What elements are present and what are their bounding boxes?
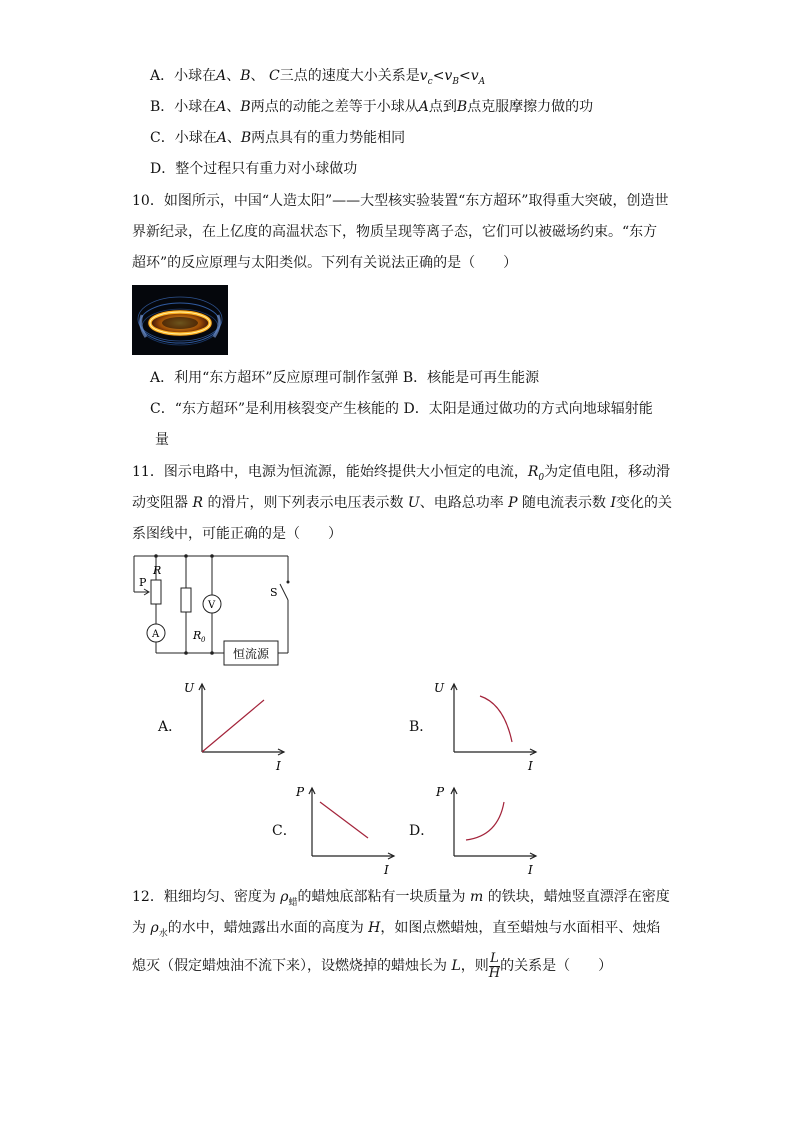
constant-current-source-label: 恒流源 xyxy=(232,647,270,661)
q11-text: 为定值电阻，移动滑 xyxy=(544,464,671,480)
q10-option-cd-cont: 量 xyxy=(155,432,169,448)
graph-a-curve xyxy=(202,700,264,752)
q9-option-c xyxy=(150,128,405,148)
l-over-h-fraction xyxy=(489,952,500,981)
velocity-a-sub: A xyxy=(478,76,486,87)
graph-a-x-label: I xyxy=(276,759,281,773)
q12-stem-line2 xyxy=(132,918,660,944)
graph-c xyxy=(292,780,402,876)
point-c-label: C xyxy=(269,68,280,84)
fraction-numerator: L xyxy=(490,950,499,966)
switch-label: S xyxy=(270,586,278,599)
q9-a-prefix: A．小球在 xyxy=(150,68,217,84)
q11-text: 的滑片，则下列表示电压表示数 xyxy=(203,495,408,511)
q9-a-text: 三点的速度大小关系是 xyxy=(279,68,420,84)
point-b-label: B xyxy=(240,130,252,146)
q9-b-prefix: B．小球在 xyxy=(150,99,217,115)
graph-d-option: D． xyxy=(409,823,435,839)
r-symbol: R xyxy=(192,495,203,511)
velocity-b: v xyxy=(444,68,453,84)
graph-b xyxy=(432,678,542,774)
q12-stem-line1 xyxy=(132,887,670,913)
separator: 、 xyxy=(250,68,269,84)
u-symbol: U xyxy=(407,495,420,511)
rho-symbol: ρ xyxy=(150,920,159,936)
graph-b-x-label: I xyxy=(528,759,533,773)
q9-option-d: D．整个过程只有重力对小球做功 xyxy=(150,161,358,177)
q11-stem-line2 xyxy=(132,493,672,513)
velocity-c: v xyxy=(419,68,428,84)
l-symbol: L xyxy=(451,958,461,974)
q10-stem-line3: 超环”的反应原理与太阳类似。下列有关说法正确的是（ ） xyxy=(132,255,518,271)
point-b-label: B xyxy=(240,99,251,115)
separator: 、 xyxy=(226,130,241,146)
circuit-diagram xyxy=(122,548,298,670)
graph-d-curve xyxy=(466,802,504,840)
q11-text: 、电路总功率 xyxy=(419,495,509,511)
rho-symbol: ρ xyxy=(280,889,289,905)
q9-option-b xyxy=(150,97,593,117)
q10-stem-line1: 10．如图所示，中国“人造太阳”——大型核实验装置“东方超环”取得重大突破，创造世 xyxy=(132,193,669,209)
graph-b-y-label: U xyxy=(434,681,445,695)
q10-option-ab: A．利用“东方超环”反应原理可制作氢弹 B．核能是可再生能源 xyxy=(150,370,540,386)
q12-text: ，则 xyxy=(460,958,489,974)
separator: 、 xyxy=(226,68,241,84)
ammeter-label: A xyxy=(152,629,160,640)
tokamak-plasma-icon xyxy=(132,285,228,355)
rho-water-subscript: 水 xyxy=(158,928,168,939)
q12-text: ，如图点燃蜡烛，直至蜡烛与水面相平、烛焰 xyxy=(380,920,661,936)
graph-d-y-label: P xyxy=(436,785,445,799)
graph-b-option: B． xyxy=(409,719,434,735)
q11-text: 变化的关 xyxy=(616,495,673,511)
separator: 、 xyxy=(226,99,241,115)
point-a-label: A xyxy=(216,68,227,84)
less-than: < xyxy=(458,68,471,84)
q9-c-prefix: C．小球在 xyxy=(150,130,217,146)
q10-stem-line2: 界新纪录，在上亿度的高温状态下，物质呈现等离子态，它们可以被磁场约束。“东方 xyxy=(132,224,658,240)
q12-text: 的水中，蜡烛露出水面的高度为 xyxy=(167,920,369,936)
q11-text: 动变阻器 xyxy=(132,495,193,511)
graph-c-x-label: I xyxy=(384,863,389,876)
graph-a-option: A． xyxy=(158,719,183,735)
q9-b-text: 两点的动能之差等于小球从 xyxy=(250,99,419,115)
circuit-label-p: P xyxy=(139,576,147,589)
r0-symbol: R xyxy=(527,464,539,480)
point-a-label: A xyxy=(216,130,227,146)
r0-subscript: 0 xyxy=(538,472,545,483)
h-symbol: H xyxy=(368,920,381,936)
point-a-label: A xyxy=(216,99,227,115)
tokamak-image xyxy=(132,285,228,355)
point-a-label: A xyxy=(418,99,429,115)
graph-c-curve xyxy=(320,802,368,838)
graph-a-y-label: U xyxy=(184,681,195,695)
graph-c-option: C． xyxy=(272,823,297,839)
point-b-label: B xyxy=(240,68,251,84)
fraction-denominator: H xyxy=(488,965,501,981)
m-symbol: m xyxy=(469,889,484,905)
q11-stem-line3: 系图线中，可能正确的是（ ） xyxy=(132,526,342,542)
q12-text: 熄灭（假定蜡烛油不流下来），设燃烧掉的蜡烛长为 xyxy=(132,958,452,974)
graph-b-curve xyxy=(480,696,512,742)
point-b-label: B xyxy=(456,99,468,115)
circuit-label-r: R xyxy=(153,564,162,577)
voltmeter-label: V xyxy=(208,600,216,611)
q12-stem-line3 xyxy=(132,950,612,982)
q12-text: 的蜡烛底部粘有一块质量为 xyxy=(297,889,470,905)
i-symbol: I xyxy=(610,495,617,511)
q12-text: 的关系是（ ） xyxy=(500,958,613,974)
q12-text: 为 xyxy=(132,920,151,936)
q9-b-tail: 点克服摩擦力做的功 xyxy=(467,99,594,115)
q12-text: 的铁块，蜡烛竖直漂浮在密度 xyxy=(483,889,670,905)
graph-a xyxy=(180,678,290,774)
q12-text: 12．粗细均匀、密度为 xyxy=(132,889,281,905)
q11-text: 随电流表示数 xyxy=(517,495,611,511)
q10-option-cd: C．“东方超环”是利用核裂变产生核能的 D．太阳是通过做功的方式向地球辐射能 xyxy=(150,401,653,417)
rho-wax-subscript: 蜡 xyxy=(288,897,298,908)
q11-text: 11．图示电路中，电源为恒流源，能始终提供大小恒定的电流， xyxy=(132,464,528,480)
q11-stem-line1 xyxy=(132,462,670,488)
less-than: < xyxy=(432,68,445,84)
q9-c-tail: 两点具有的重力势能相同 xyxy=(251,130,406,146)
circuit-label-r0: R xyxy=(193,629,202,642)
graph-d-x-label: I xyxy=(528,863,533,876)
velocity-a: v xyxy=(470,68,479,84)
q9-b-text: 点到 xyxy=(428,99,457,115)
velocity-b-sub: B xyxy=(452,76,459,87)
velocity-c-sub: c xyxy=(427,76,433,87)
graph-d xyxy=(432,780,542,876)
circuit-label-r0-sub: 0 xyxy=(201,636,206,644)
q9-option-a xyxy=(150,66,485,92)
p-symbol: P xyxy=(508,495,518,511)
graph-c-y-label: P xyxy=(296,785,305,799)
